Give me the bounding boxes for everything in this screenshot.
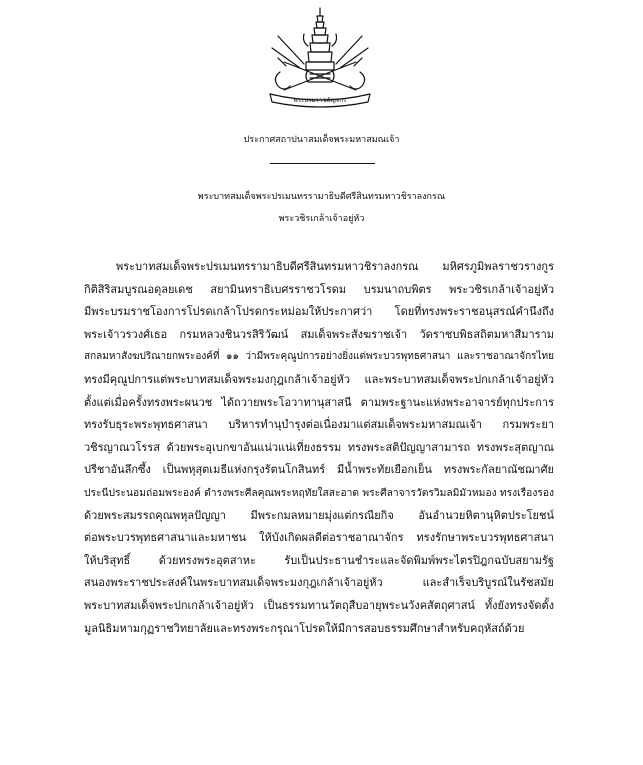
body-line: กิติสิริสมบูรณอดุลยเดช สยามินทราธิเบศรราชวโรดม บรมนาถบพิตร พระวชิรเกล้าเจ้าอยู่หัว	[84, 282, 554, 296]
body-text	[84, 256, 554, 640]
main-heading	[0, 186, 643, 230]
body-line: ให้บริสุทธิ์ ด้วยทรงพระอุตสาหะ รับเป็นประธานชำระและจัดพิมพ์พระไตรปิฎกฉบับสยามรัฐ	[84, 553, 554, 567]
heading-line-1: พระบาทสมเด็จพระปรเมนทรรามาธิบดีศรีสินทรมหาวชิราลงกรณ	[197, 192, 446, 202]
body-line: วชิรญาณวโรรส ด้วยพระอุเบกขาอันแน่วแน่เที่ยงธรรม ทรงพระสติปัญญาสามารถ ทรงพระสุตญาณ	[84, 440, 554, 454]
body-line: ทรงมีคุณูปการแต่พระบาทสมเด็จพระมงกุฎเกล้าเจ้าอยู่หัว และพระบาทสมเด็จพระปกเกล้าเจ้าอยู่หัว	[84, 372, 554, 386]
royal-crest-icon	[264, 6, 376, 110]
body-line: มูลนิธิมหามกุฏราชวิทยาลัยและทรงพระกรุณาโปรดให้มีการสอบธรรมศึกษาสำหรับคฤหัสถ์ด้วย	[84, 621, 525, 635]
ribbon-text: พระปรมราชลัญจกร	[293, 97, 347, 104]
body-line: ตั้งแต่เมื่อครั้งทรงพระผนวช ได้ถวายพระโอวาทานุสาสนี ตามพระฐานะแห่งพระอาจารย์ทุกประการ	[84, 395, 554, 409]
body-line: สกลมหาสังฆปริณายกพระองค์ที่ ๑๑ ว่ามีพระคุณูปการอย่างยิ่งแต่พระบวรพุทธศาสนา และราชอาณาจักรไทย	[84, 351, 554, 363]
body-line: ทรงรับธุระพระพุทธศาสนา บริหารทำนุบำรุงต่อเนื่องมาแต่สมเด็จพระมหาสมณเจ้า กรมพระยา	[84, 418, 554, 432]
body-line: พระบาทสมเด็จพระปกเกล้าเจ้าอยู่หัว เป็นธรรมทานวัตถุสืบอายุพระนวังคสัตถุศาสน์ ทั้งยังทรงจัดตั้ง	[84, 598, 554, 612]
body-line: พระเจ้าวรวงศ์เธอ กรมหลวงชินวรสิริวัฒน์ สมเด็จพระสังฆราชเจ้า วัดราชบพิธสถิตมหาสีมาราม	[84, 327, 554, 341]
body-line: มีพระบรมราชโองการโปรดเกล้าโปรดกระหม่อมให้ประกาศว่า โดยที่ทรงพระราชอนุสรณ์คำนึงถึง	[84, 305, 554, 319]
announcement-title: ประกาศสถาปนาสมเด็จพระมหาสมณเจ้า	[243, 135, 400, 145]
title-divider	[270, 163, 375, 164]
body-line: ปรีชาอันลึกซึ้ง เป็นพหุสุตเมธีแห่งกรุงรัตนโกสินทร์ มีน้ำพระทัยเยือกเย็น ทรงพระกัลยาณัชฌาศัย	[84, 463, 554, 477]
body-line: ด้วยพระสมรรถคุณพหุลปัญญา มีพระกมลหมายมุ่งแต่กรณียกิจ อันอำนวยหิตานุหิตประโยชน์	[84, 508, 554, 522]
body-line: ต่อพระบวรพุทธศาสนาและมหาชน ให้บังเกิดผลดีต่อราชอาณาจักร ทรงรักษาพระบวรพุทธศาสนา	[84, 531, 554, 545]
body-line: พระบาทสมเด็จพระปรเมนทรรามาธิบดีศรีสินทรมหาวชิราลงกรณ มหิศรภูมิพลราชวรางกูร	[116, 260, 554, 273]
body-line: ประนีประนอมถ่อมพระองค์ ดำรงพระศีลคุณพระหฤทัยใสสะอาด พระศีลาจารวัตรวิมลมิมัวหมอง ทรงเรืองรอง	[84, 486, 554, 499]
body-line: สนองพระราชประสงค์ในพระบาทสมเด็จพระมงกุฎเกล้าเจ้าอยู่หัว และสำเร็จบริบูรณ์ในรัชสมัย	[84, 576, 554, 590]
heading-line-2: พระวชิรเกล้าเจ้าอยู่หัว	[278, 214, 365, 224]
